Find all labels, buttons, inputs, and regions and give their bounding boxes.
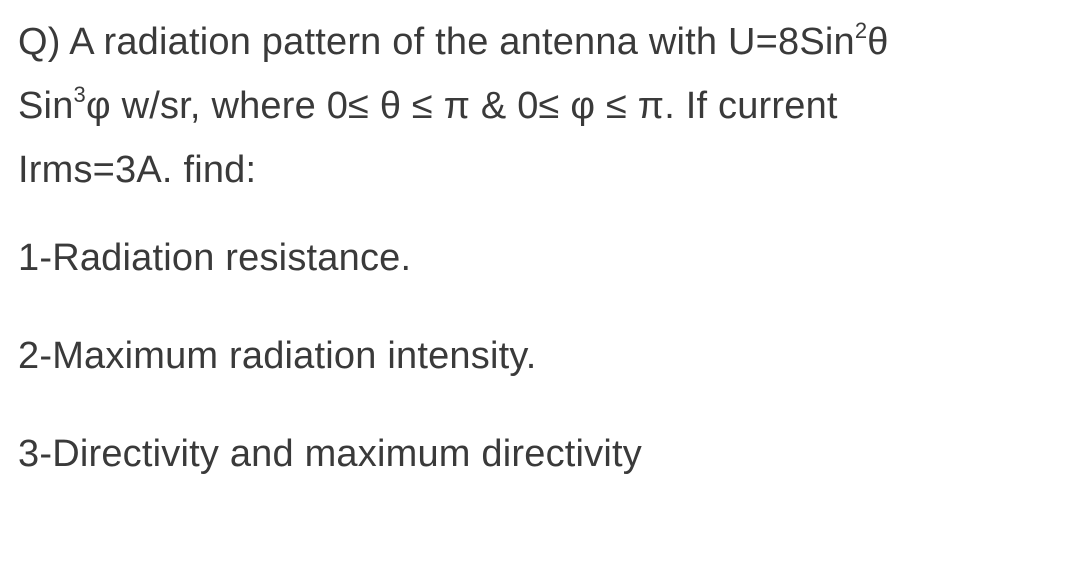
phi-exponent: 3 [73, 82, 86, 108]
theta-symbol: θ [867, 21, 889, 63]
question-text [18, 10, 1058, 202]
task-item-2: 2-Maximum radiation intensity. [18, 335, 537, 377]
question-line2-rest: φ w/sr, where 0≤ θ ≤ π & 0≤ φ ≤ π. If current [85, 85, 838, 127]
task-list [18, 238, 1058, 474]
question-line3: Irms=3A. find: [18, 149, 257, 191]
task-item-3: 3-Directivity and maximum directivity [18, 433, 642, 475]
task-item-1: 1-Radiation resistance. [18, 237, 412, 279]
theta-exponent: 2 [854, 18, 868, 44]
sin-word: Sin [18, 85, 74, 127]
question-prefix: Q) A radiation pattern of the antenna with U=8Sin [18, 21, 855, 63]
document [18, 10, 1058, 532]
